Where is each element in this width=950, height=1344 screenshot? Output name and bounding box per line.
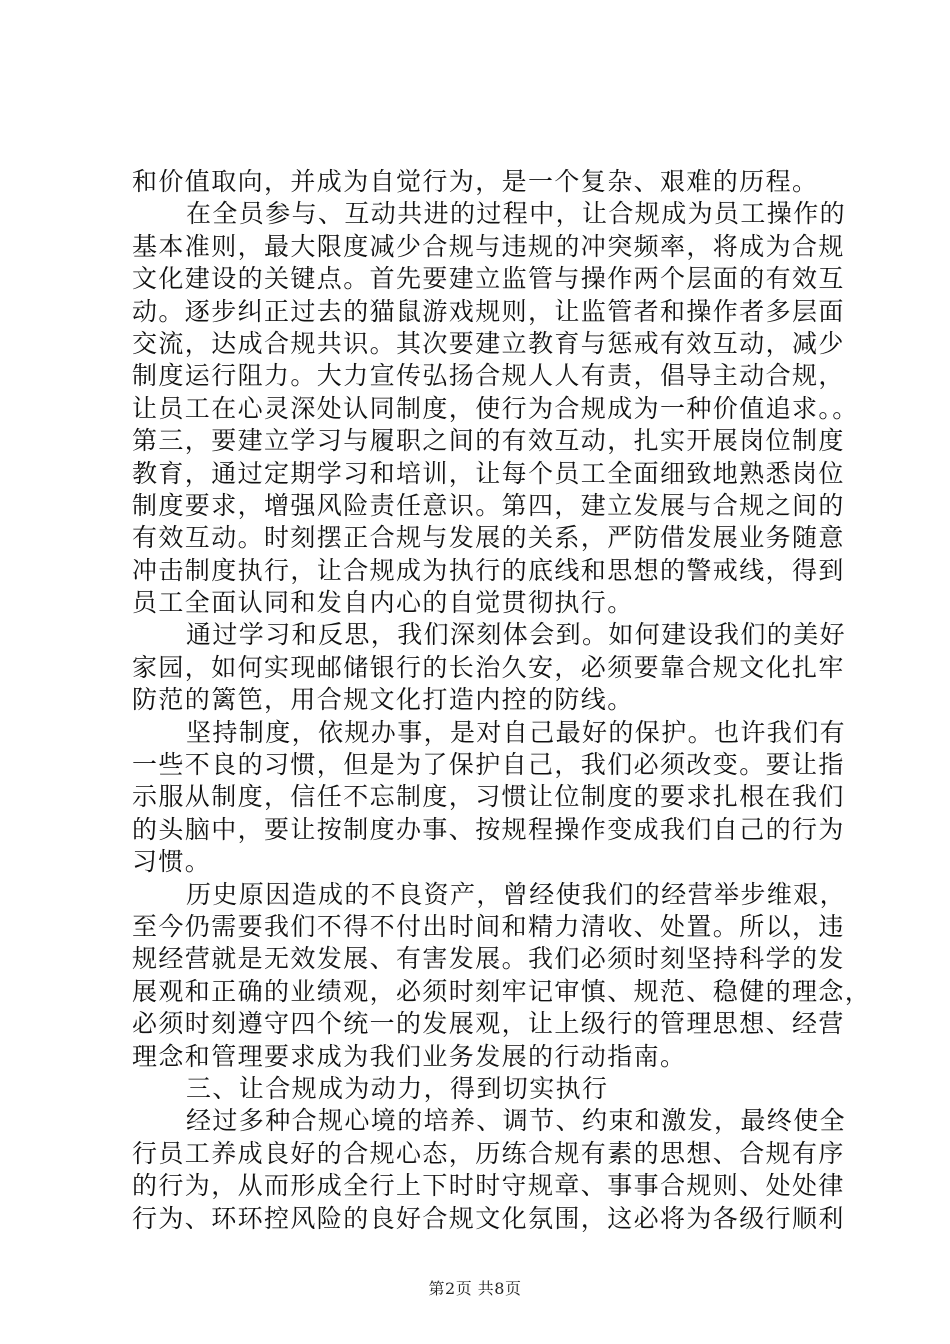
text-line: 习惯。 (132, 847, 212, 877)
text-line: 坚持制度，依规办事，是对自己最好的保护。也许我们有 (186, 717, 847, 747)
text-line: 通过学习和反思，我们深刻体会到。如何建设我们的美好 (186, 620, 847, 650)
text-line: 动。逐步纠正过去的猫鼠游戏规则，让监管者和操作者多层面 (132, 296, 845, 326)
text-line: 理念和管理要求成为我们业务发展的行动指南。 (132, 1041, 687, 1071)
text-line: 冲击制度执行，让合规成为执行的底线和思想的警戒线，得到 (132, 555, 845, 585)
text-line: 家园，如何实现邮储银行的长治久安，必须要靠合规文化扎牢 (132, 652, 845, 682)
text-line: 经过多种合规心境的培养、调节、约束和激发，最终使全 (186, 1106, 847, 1136)
text-line: 和价值取向，并成为自觉行为，是一个复杂、艰难的历程。 (132, 167, 819, 196)
text-line: 防范的篱笆，用合规文化打造内控的防线。 (132, 685, 634, 715)
text-line: 的行为，从而形成全行上下时时守规章、事事合规则、处处律 (132, 1171, 845, 1201)
text-line: 让员工在心灵深处认同制度，使行为合规成为一种价值追求。。 (132, 393, 859, 423)
text-line: 制度运行阻力。大力宣传弘扬合规人人有责，倡导主动合规， (132, 361, 845, 391)
text-line: 历史原因造成的不良资产，曾经使我们的经营举步维艰， (186, 879, 847, 909)
text-line: 在全员参与、互动共进的过程中，让合规成为员工操作的 (186, 199, 847, 229)
text-line: 教育，通过定期学习和培训，让每个员工全面细致地熟悉岗位 (132, 458, 845, 488)
text-line: 交流，达成合规共识。其次要建立教育与惩戒有效互动，减少 (132, 328, 845, 358)
text-line: 展观和正确的业绩观，必须时刻牢记审慎、规范、稳健的理念， (132, 976, 872, 1006)
text-line: 三、让合规成为动力，得到切实执行 (186, 1073, 609, 1103)
text-line: 行为、环环控风险的良好合规文化氛围，这必将为各级行顺利 (132, 1203, 845, 1233)
text-line: 的头脑中，要让按制度办事、按规程操作变成我们自己的行为 (132, 814, 845, 844)
text-line: 员工全面认同和发自内心的自觉贯彻执行。 (132, 588, 634, 618)
text-line: 至今仍需要我们不得不付出时间和精力清收、处置。所以，违 (132, 911, 845, 941)
text-line: 必须时刻遵守四个统一的发展观，让上级行的管理思想、经营 (132, 1009, 845, 1039)
text-line: 行员工养成良好的合规心态，历练合规有素的思想、合规有序 (132, 1138, 845, 1168)
text-line: 示服从制度，信任不忘制度，习惯让位制度的要求扎根在我们 (132, 782, 845, 812)
text-line: 制度要求，增强风险责任意识。第四，建立发展与合规之间的 (132, 490, 845, 520)
body-text (132, 166, 872, 1235)
text-line: 基本准则，最大限度减少合规与违规的冲突频率，将成为合规 (132, 231, 845, 261)
text-line: 第三，要建立学习与履职之间的有效互动，扎实开展岗位制度 (132, 426, 845, 456)
text-line: 一些不良的习惯，但是为了保护自己，我们必须改变。要让指 (132, 750, 845, 780)
text-line: 有效互动。时刻摆正合规与发展的关系，严防借发展业务随意 (132, 523, 845, 553)
text-line: 文化建设的关键点。首先要建立监管与操作两个层面的有效互 (132, 264, 845, 294)
page-footer: 第2页 共8页 (428, 1279, 522, 1298)
text-line: 规经营就是无效发展、有害发展。我们必须时刻坚持科学的发 (132, 944, 845, 974)
